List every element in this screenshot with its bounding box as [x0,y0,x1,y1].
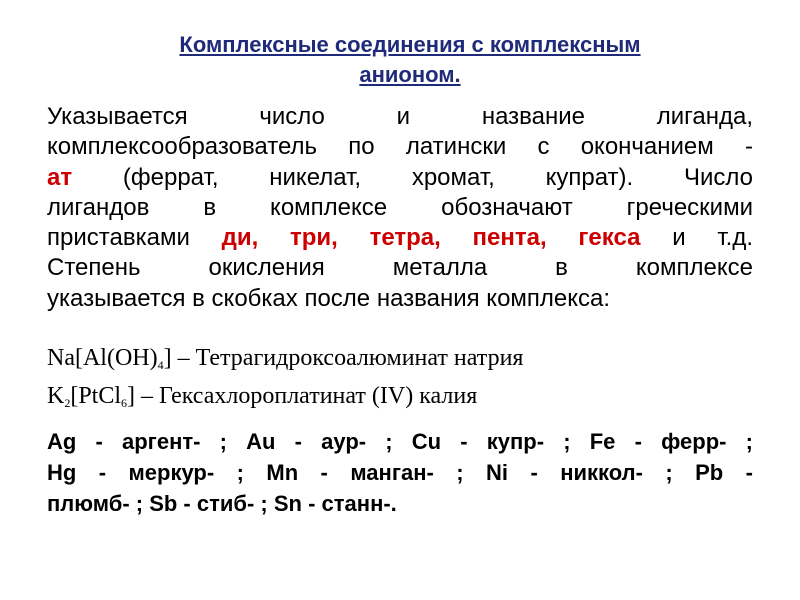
title-line-2: анионом. [359,62,461,87]
element-roots-list [47,426,753,519]
element-roots-line-1: Ag - аргент- ; Au - аур- ; Cu - купр- ; Fe - ферр- ; [47,429,753,454]
formula-2-subscript-1: 2 [64,396,71,410]
paragraph-line-3 [47,163,753,193]
paragraph-line-5-end: и т.д. [672,224,754,252]
paragraph-line-7: указывается в скобках после названия комплекса: [47,284,611,312]
formula-1-part-a: Na[Al(OH) [47,345,158,371]
suffix-at-highlight: ат [47,163,73,191]
paragraph-line-1: Указывается число и название лиганда, [47,103,753,130]
paragraph-line-5-start: приставками [47,224,190,252]
greek-prefixes-highlight: ди, три, тетра, пента, гекса [221,224,641,252]
paragraph-line-4: лигандов в комплексе обозначают греческими [47,193,753,221]
element-roots-line-2: Hg - меркур- ; Mn - манган- ; Ni - никкол- ; Pb - [47,460,753,485]
paragraph-line-2: комплексообразователь по латински с окончанием - [47,133,753,161]
formula-1-part-b: ] – Тетрагидроксоалюминат натрия [163,345,524,371]
formula-2-part-a: K [47,383,65,409]
element-roots-line-3: плюмб- ; Sb - стиб- ; Sn - станн-. [47,491,397,516]
title-line-1: Комплексные соединения с комплексным [179,32,641,57]
slide-title [60,30,760,90]
formula-2-subscript-2: 6 [121,396,128,410]
paragraph-line-5 [47,223,753,253]
naming-rules-paragraph [47,102,753,314]
paragraph-line-6: Степень окисления металла в комплексе [47,254,753,282]
formula-2-part-b: [PtCl [70,383,122,409]
formula-1-subscript: 4 [157,358,164,372]
formula-example-1 [47,343,523,373]
formula-example-2 [47,381,477,411]
paragraph-line-3-rest: (феррат, никелат, хромат, купрат). Число [122,163,754,191]
formula-2-part-c: ] – Гексахлороплатинат (IV) калия [127,383,478,409]
